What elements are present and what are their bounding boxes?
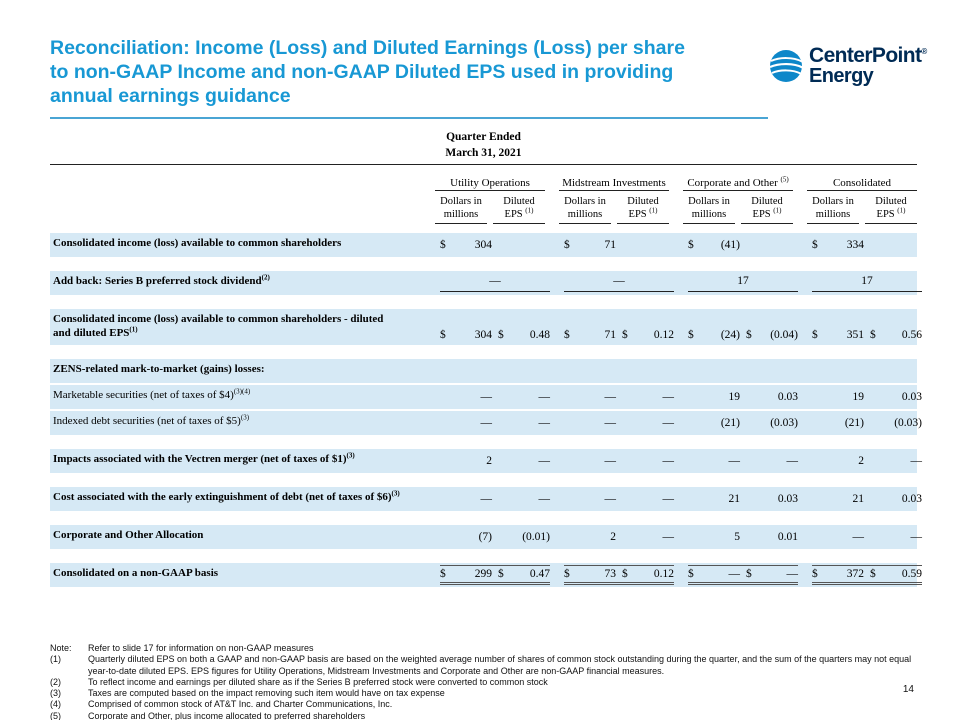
centerpoint-logo (768, 46, 927, 86)
table-row (50, 449, 922, 473)
row-label: Add back: Series B preferred stock dividend$^{(2)}$ (53, 273, 270, 288)
value-cell: (21) (720, 416, 740, 429)
value-cell: $ 73 (564, 567, 616, 580)
value-group (812, 385, 922, 409)
logo-wordmark (809, 46, 927, 86)
value-cell: — (604, 454, 616, 467)
value-cell: $ (24) (688, 328, 740, 341)
value-cell: — (480, 390, 492, 403)
value-cell: 17 (861, 275, 873, 288)
value-cell: $ 0.47 (498, 567, 550, 580)
table-row (50, 271, 917, 295)
value-cell: — (662, 416, 674, 429)
value-cell: (0.01) (522, 530, 550, 543)
row-values (440, 385, 922, 409)
table-row (50, 563, 922, 587)
value-cell: $ 351 (812, 328, 864, 341)
value-group (812, 411, 922, 435)
value-cell: $ 0.59 (870, 567, 922, 580)
note-row (50, 711, 912, 720)
value-cell: $ 0.48 (498, 328, 550, 341)
value-cell: — (662, 530, 674, 543)
value-group (688, 271, 798, 292)
value-group (688, 309, 798, 345)
row-values (440, 487, 922, 511)
table-body (50, 233, 922, 587)
value-cell: — (662, 390, 674, 403)
value-group (440, 385, 550, 409)
value-cell: (21) (844, 416, 864, 429)
value-cell: — (538, 454, 550, 467)
value-group (688, 487, 798, 511)
value-cell: — (480, 416, 492, 429)
registered-mark-icon: ® (921, 47, 928, 56)
value-cell: (0.03) (894, 416, 922, 429)
value-group (812, 565, 922, 585)
value-group (688, 359, 798, 383)
value-cell: — (613, 275, 625, 288)
note-label: (3) (50, 688, 61, 698)
value-group (564, 233, 674, 257)
row-label: Marketable securities (net of taxes of $4)$^{(3)(4)}$ (53, 387, 251, 401)
value-group (812, 233, 922, 257)
value-cell: 0.03 (901, 492, 922, 505)
value-group (440, 309, 550, 345)
subcolumn-header: Diluted EPS $^{(1)}$ (741, 196, 793, 224)
value-cell: $ 71 (564, 328, 616, 341)
value-group (564, 359, 674, 383)
value-cell: $ 304 (440, 328, 492, 341)
value-cell: 5 (734, 530, 740, 543)
table-row (50, 359, 917, 383)
column-group-header: Consolidated (807, 177, 917, 191)
value-group (688, 233, 798, 257)
note-row (50, 699, 912, 710)
value-group (688, 565, 798, 585)
note-text: Taxes are computed based on the impact removing such item would have on tax expense (88, 688, 445, 698)
value-cell: — (604, 416, 616, 429)
page-number: 14 (902, 684, 914, 695)
subheader-group (559, 196, 669, 224)
value-cell: 0.03 (777, 390, 798, 403)
note-label: Note: (50, 643, 72, 653)
period-line-2: March 31, 2021 (445, 146, 522, 159)
table-row (50, 411, 922, 435)
subcolumn-header: Dollars in millions (807, 196, 859, 224)
note-label: (1) (50, 654, 61, 665)
value-group (688, 525, 798, 549)
value-group (688, 385, 798, 409)
table-row (50, 309, 922, 345)
value-cell: — (910, 530, 922, 543)
header-rule (50, 164, 917, 165)
note-text: Quarterly diluted EPS on both a GAAP and non-GAAP basis are based on the weighted average number of shares of common stock outstanding during the quarter, and the sum of the quarters may not equal year-to-date diluted EPS. EPS figures for Utility Operations, Midstream Investments and Corporate and Other are non-GAAP financial measures. (88, 654, 912, 676)
value-cell: 19 (852, 390, 864, 403)
value-cell: 2 (610, 530, 616, 543)
logo-word-energy: Energy (809, 64, 874, 87)
note-text: Refer to slide 17 for information on non-GAAP measures (88, 643, 314, 653)
value-cell: $ 0.56 (870, 328, 922, 341)
value-cell: — (489, 275, 501, 288)
subcolumn-header: Diluted EPS $^{(1)}$ (617, 196, 669, 224)
title-line-2: to non-GAAP Income and non-GAAP Diluted EPS used in providing (50, 61, 674, 84)
subheader-group (683, 196, 793, 224)
value-group (812, 309, 922, 345)
value-cell: (0.03) (770, 416, 798, 429)
value-cell: $ 71 (564, 239, 616, 252)
subcolumn-header: Dollars in millions (559, 196, 611, 224)
column-group-header: Corporate and Other $^{(5)}$ (683, 177, 793, 191)
subcolumn-header: Dollars in millions (435, 196, 487, 224)
row-label: Consolidated on a non-GAAP basis (53, 566, 219, 579)
row-label: Consolidated income (loss) available to common shareholders (53, 237, 342, 250)
value-cell: $ 372 (812, 567, 864, 580)
label-column-spacer (50, 196, 435, 224)
note-text: Corporate and Other, plus income allocated to preferred shareholders (88, 710, 366, 720)
value-cell: $ 299 (440, 567, 492, 580)
value-cell: $ 304 (440, 239, 492, 252)
row-values (440, 359, 922, 383)
value-group (564, 309, 674, 345)
value-cell: $ (41) (688, 239, 740, 252)
row-values (440, 449, 922, 473)
period-line-1: Quarter Ended (446, 131, 521, 143)
logo-sphere-icon (768, 48, 804, 84)
row-label: Cost associated with the early extinguishment of debt (net of taxes of $6)$^{(3)}$ (53, 489, 400, 503)
value-group (688, 411, 798, 435)
note-row (50, 688, 912, 699)
value-cell: — (480, 492, 492, 505)
title-line-1: Reconciliation: Income (Loss) and Diluted Earnings (Loss) per share (50, 37, 685, 59)
value-cell: — (538, 390, 550, 403)
row-label: Corporate and Other Allocation (53, 528, 204, 541)
value-cell: $ — (688, 567, 740, 580)
value-cell: $ 0.12 (622, 567, 674, 580)
value-cell: 21 (728, 492, 740, 505)
table-row (50, 525, 922, 549)
value-group (440, 359, 550, 383)
logo-word-centerpoint: CenterPoint (809, 44, 922, 67)
value-group (812, 359, 922, 383)
row-values (440, 233, 922, 257)
row-values (440, 563, 922, 587)
value-cell: — (538, 492, 550, 505)
note-row (50, 677, 912, 688)
value-cell: 0.03 (777, 492, 798, 505)
note-text: Comprised of common stock of AT&T Inc. and Charter Communications, Inc. (88, 699, 393, 710)
row-values (440, 309, 922, 345)
row-values (440, 271, 922, 295)
value-cell: 21 (852, 492, 864, 505)
page-title (50, 36, 768, 119)
note-text: To reflect income and earnings per diluted share as if the Series B preferred stock were converted to common stock (88, 676, 548, 687)
value-cell: 0.03 (901, 390, 922, 403)
value-cell: 2 (858, 454, 864, 467)
value-group (812, 487, 922, 511)
title-line-3: annual earnings guidance (50, 85, 291, 108)
value-cell: — (910, 454, 922, 467)
table-row (50, 487, 922, 511)
subcolumn-header: Diluted EPS $^{(1)}$ (493, 196, 545, 224)
value-group (440, 233, 550, 257)
value-cell: $ 334 (812, 239, 864, 252)
period-header (50, 130, 917, 161)
note-label: (4) (50, 699, 61, 710)
note-label: (5) (50, 710, 61, 720)
value-group (440, 449, 550, 473)
subheader-row (50, 196, 917, 224)
footnotes (50, 643, 912, 720)
note-row (50, 654, 912, 677)
value-group (564, 449, 674, 473)
subcolumn-header: Diluted EPS $^{(1)}$ (865, 196, 917, 224)
value-cell: $ 0.12 (622, 328, 674, 341)
value-group (440, 271, 550, 292)
value-cell: — (728, 454, 740, 467)
column-group-header: Utility Operations (435, 177, 545, 191)
row-values (440, 525, 922, 549)
subheader-group (435, 196, 545, 224)
value-cell: — (852, 530, 864, 543)
value-cell: 19 (728, 390, 740, 403)
value-cell: 0.01 (777, 530, 798, 543)
value-group (440, 411, 550, 435)
value-group (812, 525, 922, 549)
value-group (688, 449, 798, 473)
value-group (564, 525, 674, 549)
value-group (564, 487, 674, 511)
value-cell: — (786, 454, 798, 467)
row-label: Impacts associated with the Vectren merger (net of taxes of $1)$^{(3)}$ (53, 451, 355, 465)
value-cell: — (538, 416, 550, 429)
value-cell: — (604, 492, 616, 505)
label-column-spacer (50, 177, 435, 191)
row-values (440, 411, 922, 435)
value-group (440, 565, 550, 585)
value-cell: 2 (486, 454, 492, 467)
value-cell: — (604, 390, 616, 403)
subcolumn-header: Dollars in millions (683, 196, 735, 224)
note-row (50, 643, 912, 654)
value-cell: 17 (737, 275, 749, 288)
value-group (564, 271, 674, 292)
value-group (564, 385, 674, 409)
subheader-group (807, 196, 917, 224)
table-row (50, 233, 917, 257)
value-cell: $ — (746, 567, 798, 580)
value-group (440, 525, 550, 549)
value-cell: $ (0.04) (746, 328, 798, 341)
reconciliation-table (50, 130, 922, 587)
value-group (440, 487, 550, 511)
value-cell: — (662, 492, 674, 505)
row-label: Indexed debt securities (net of taxes of $5)$^{(3)}$ (53, 413, 250, 427)
table-row (50, 385, 922, 409)
column-group-header: Midstream Investments (559, 177, 669, 191)
note-label: (2) (50, 676, 61, 687)
value-group (564, 565, 674, 585)
value-group (812, 449, 922, 473)
value-group (812, 271, 922, 292)
row-label: ZENS-related mark-to-market (gains) losses: (53, 362, 265, 375)
value-group (564, 411, 674, 435)
group-header-row (50, 177, 917, 191)
value-cell: (7) (478, 530, 492, 543)
row-label: Consolidated income (loss) available to common shareholders - diluted and diluted EPS$^{(1)}$ (53, 313, 384, 339)
value-cell: — (662, 454, 674, 467)
